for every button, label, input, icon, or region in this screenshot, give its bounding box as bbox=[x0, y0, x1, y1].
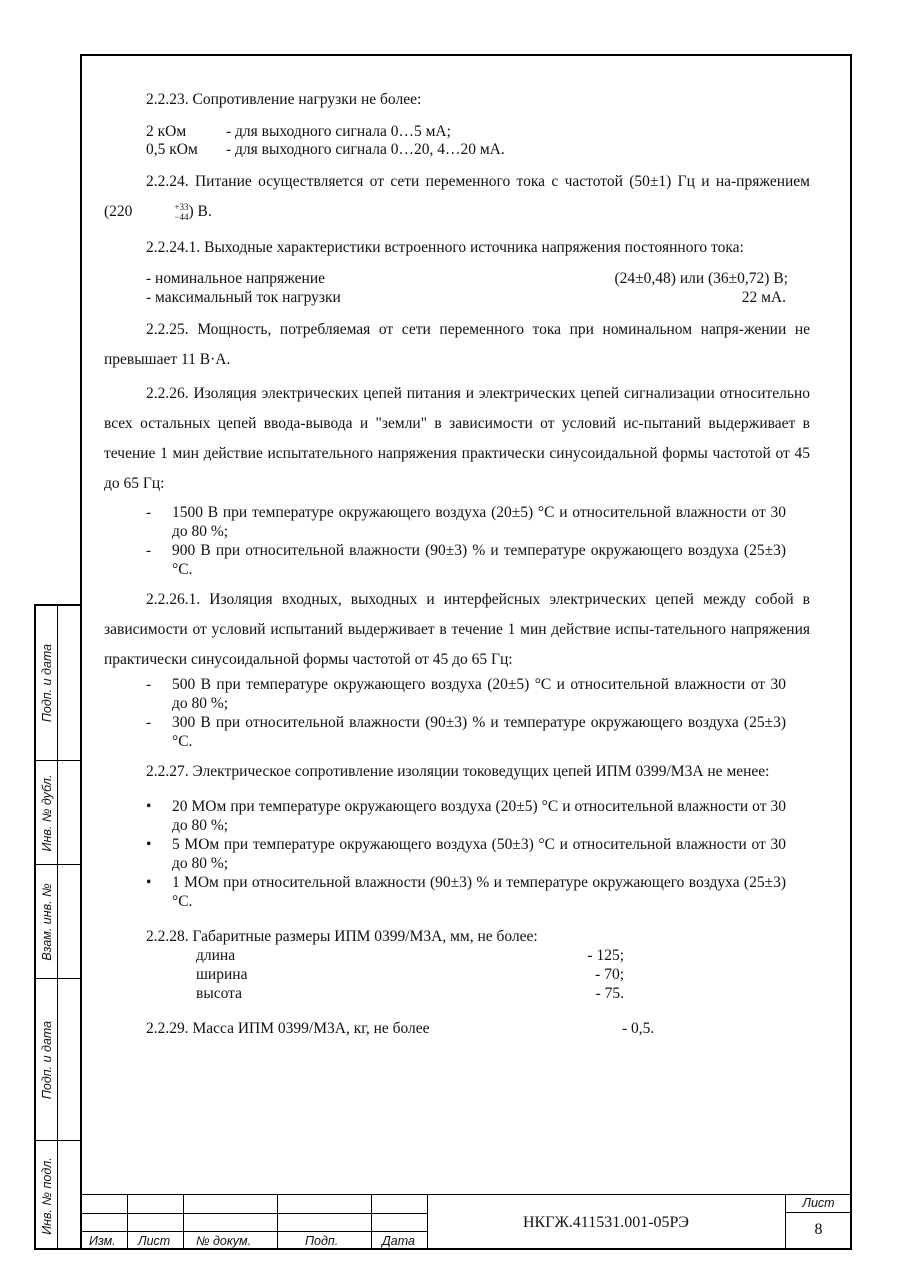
clause-2-2-26-1: 2.2.26.1. Изоляция входных, выходных и интерфейсных электрических цепей между собой в зависимости от условий испытаний выдерживает в течение 1 мин действие испы-тательного напряжения практически синусоидальной формы частотой от 45 до 65 Гц: bbox=[104, 591, 810, 668]
document-body bbox=[104, 85, 810, 1038]
load-value: 0,5 кОм bbox=[146, 141, 198, 158]
clause-text: ) В. bbox=[188, 203, 212, 220]
side-label: Инв. № подл. bbox=[39, 1156, 54, 1235]
spec-value: 22 мА. bbox=[741, 289, 786, 306]
side-divider bbox=[57, 606, 58, 1248]
tb-line bbox=[80, 1231, 427, 1232]
insulation-resistance-list bbox=[104, 797, 810, 911]
spec-row bbox=[104, 288, 810, 307]
tb-line bbox=[183, 1194, 184, 1250]
spec-label: - номинальное напряжение bbox=[146, 270, 325, 287]
voltage-tolerance-lower: −44 bbox=[174, 212, 189, 223]
list-item: - 500 В при температуре окружающего воздуха (20±5) °С и относительной влажности от 30 до 80 %; bbox=[146, 676, 786, 712]
document-id: НКГЖ.411531.001-05РЭ bbox=[522, 1214, 689, 1231]
sheet-number: 8 bbox=[814, 1221, 823, 1238]
tb-col-date: Дата bbox=[382, 1234, 415, 1248]
tb-col-sign: Подп. bbox=[305, 1234, 339, 1248]
tb-line bbox=[785, 1212, 852, 1213]
list-item: - 300 В при относительной влажности (90±3) % и температуре окружающего воздуха (25±3) °С. bbox=[146, 714, 786, 750]
spec-row bbox=[104, 269, 810, 288]
clause-2-2-27: 2.2.27. Электрическое сопротивление изоляции токоведущих цепей ИПМ 0399/М3А не менее: bbox=[146, 763, 770, 780]
voltage-test-list-1 bbox=[104, 503, 810, 579]
dimension-row bbox=[104, 965, 810, 984]
side-cell bbox=[36, 1140, 80, 1250]
list-item: - 1500 В при температуре окружающего воздуха (20±5) °С и относительной влажности от 30 до 80 %; bbox=[146, 504, 786, 540]
tb-line bbox=[277, 1194, 278, 1250]
tb-col-list: Лист bbox=[138, 1234, 171, 1248]
dimension-label: высота bbox=[196, 985, 243, 1002]
tb-col-izm: Изм. bbox=[89, 1234, 116, 1248]
mass-value: - 0,5. bbox=[622, 1020, 655, 1037]
dimension-value: - 70; bbox=[595, 966, 624, 983]
clause-2-2-24 bbox=[104, 167, 810, 227]
spec-value: (24±0,48) или (36±0,72) В; bbox=[614, 270, 788, 287]
list-item: • 5 МОм при температуре окружающего воздуха (50±3) °С и относительной влажности от 30 до 80 %; bbox=[146, 836, 786, 872]
dimension-value: - 75. bbox=[595, 985, 624, 1002]
load-value: 2 кОм bbox=[146, 123, 187, 140]
side-label: Взам. инв. № bbox=[39, 882, 54, 961]
load-desc: - для выходного сигнала 0…5 мА; bbox=[226, 123, 451, 140]
side-cell bbox=[36, 760, 80, 864]
load-list bbox=[104, 123, 810, 159]
dimension-value: - 125; bbox=[587, 947, 624, 964]
voltage-tolerance-upper: +33 bbox=[174, 202, 189, 213]
load-row bbox=[104, 141, 810, 159]
side-cell bbox=[36, 864, 80, 978]
tb-line bbox=[80, 1194, 852, 1195]
title-block bbox=[80, 1194, 852, 1250]
side-label: Подп. и дата bbox=[39, 1020, 54, 1099]
list-item: • 20 МОм при температуре окружающего воздуха (20±5) °С и относительной влажности от 30 до 80 %; bbox=[146, 798, 786, 834]
list-item: • 1 МОм при относительной влажности (90±3) % и температуре окружающего воздуха (25±3) °С. bbox=[146, 874, 786, 910]
load-row bbox=[104, 123, 810, 141]
side-label: Подп. и дата bbox=[39, 643, 54, 723]
tb-line bbox=[371, 1194, 372, 1250]
clause-2-2-28: 2.2.28. Габаритные размеры ИПМ 0399/М3А, мм, не более: bbox=[146, 928, 538, 945]
side-cell bbox=[36, 978, 80, 1140]
clause-2-2-25: 2.2.25. Мощность, потребляемая от сети переменного тока при номинальном напря-жении не превышает 11 В·А. bbox=[104, 321, 810, 368]
clause-2-2-29 bbox=[104, 1019, 810, 1038]
tb-line bbox=[127, 1194, 128, 1250]
spec-list bbox=[104, 269, 810, 307]
sheet-label: Лист bbox=[802, 1196, 835, 1210]
side-label: Инв. № дубл. bbox=[39, 774, 54, 851]
tb-col-doc: № докум. bbox=[196, 1234, 252, 1248]
tb-line bbox=[80, 1213, 427, 1214]
clause-2-2-24-1: 2.2.24.1. Выходные характеристики встроенного источника напряжения постоянного тока: bbox=[146, 239, 744, 256]
clause-2-2-23: 2.2.23. Сопротивление нагрузки не более: bbox=[146, 91, 422, 108]
load-desc: - для выходного сигнала 0…20, 4…20 мА. bbox=[226, 141, 505, 158]
dimensions-list bbox=[104, 946, 810, 1003]
mass-label: 2.2.29. Масса ИПМ 0399/М3А, кг, не более bbox=[146, 1020, 430, 1037]
clause-2-2-26: 2.2.26. Изоляция электрических цепей питания и электрических цепей сигнализации относительно всех остальных цепей ввода-вывода и "земли" в зависимости от условий ис-пытаний выдерживает в течение 1 мин действие испытательного напряжения практически синусоидальной формы частотой от 45 до 65 Гц: bbox=[104, 385, 810, 492]
side-cell bbox=[36, 606, 80, 760]
dimension-label: длина bbox=[196, 947, 236, 964]
spec-label: - максимальный ток нагрузки bbox=[146, 289, 341, 306]
voltage-value bbox=[109, 202, 189, 223]
clause-text: 2.2.24. Питание осуществляется от сети переменного тока с частотой (50±1) Гц и на-пряжением ( bbox=[104, 173, 810, 220]
voltage-base: 220 bbox=[109, 203, 133, 220]
voltage-test-list-2 bbox=[104, 675, 810, 751]
dimension-row bbox=[104, 946, 810, 965]
list-item: - 900 В при относительной влажности (90±3) % и температуре окружающего воздуха (25±3) °С. bbox=[146, 542, 786, 578]
dimension-row bbox=[104, 984, 810, 1003]
dimension-label: ширина bbox=[196, 966, 248, 983]
side-stamp bbox=[34, 604, 80, 1250]
